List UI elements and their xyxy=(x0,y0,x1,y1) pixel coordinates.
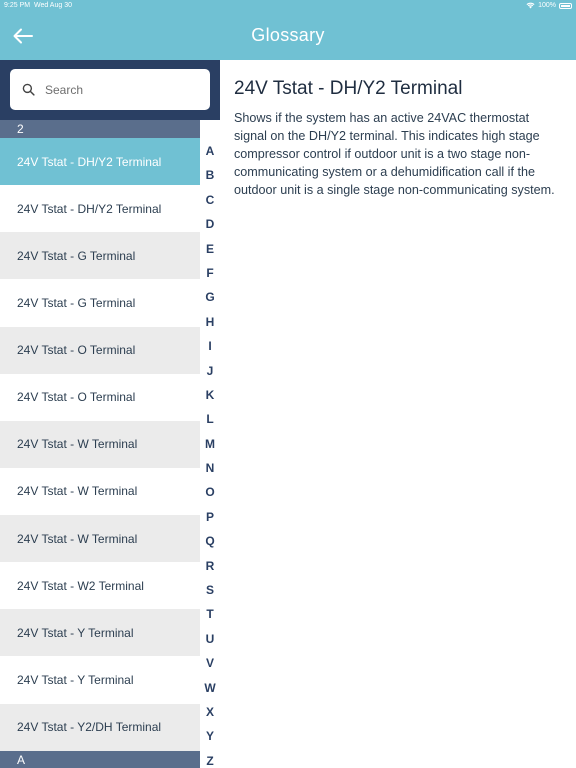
search-bar-container xyxy=(0,60,220,120)
list-item[interactable]: 24V Tstat - W2 Terminal xyxy=(0,562,200,609)
list-item[interactable]: 24V Tstat - Y Terminal xyxy=(0,609,200,656)
glossary-list xyxy=(0,138,200,751)
nav-bar xyxy=(0,12,576,60)
status-date: Wed Aug 30 xyxy=(33,2,72,9)
index-letter-s[interactable]: S xyxy=(205,583,214,598)
list-item[interactable]: 24V Tstat - G Terminal xyxy=(0,279,200,326)
index-letter-m[interactable]: M xyxy=(205,436,215,451)
index-letter-j[interactable]: J xyxy=(206,363,214,378)
section-header-a: A xyxy=(0,751,200,768)
index-letter-o[interactable]: O xyxy=(205,485,215,500)
detail-body: Shows if the system has an active 24VAC thermostat signal on the DH/Y2 terminal. This indicates high stage compressor control if outdoor unit is a two stage non-communicating system or a dehumidification call if the outdoor unit is a single stage non-communicating system. xyxy=(234,111,555,197)
index-letter-v[interactable]: V xyxy=(205,656,214,671)
list-item[interactable]: 24V Tstat - W Terminal xyxy=(0,468,200,515)
detail-pane xyxy=(220,60,576,768)
wifi-icon xyxy=(526,2,535,9)
index-letter-f[interactable]: F xyxy=(206,265,214,280)
battery-icon xyxy=(559,3,572,9)
index-letter-y[interactable]: Y xyxy=(205,729,214,744)
index-letter-g[interactable]: G xyxy=(205,290,215,305)
status-time-date xyxy=(4,2,72,9)
status-right xyxy=(526,2,572,9)
section-header-2: 2 xyxy=(0,120,200,138)
index-letter-l[interactable]: L xyxy=(206,412,214,427)
list-item[interactable]: 24V Tstat - W Terminal xyxy=(0,515,200,562)
index-letter-w[interactable]: W xyxy=(204,680,216,695)
index-letter-b[interactable]: B xyxy=(205,168,215,183)
detail-title: 24V Tstat - DH/Y2 Terminal xyxy=(234,78,463,99)
status-bar xyxy=(0,0,576,12)
list-item[interactable]: 24V Tstat - DH/Y2 Terminal xyxy=(0,185,200,232)
list-item[interactable]: 24V Tstat - O Terminal xyxy=(0,374,200,421)
status-time: 9:25 PM xyxy=(4,2,31,9)
index-letter-k[interactable]: K xyxy=(205,387,215,402)
index-letter-u[interactable]: U xyxy=(205,631,215,646)
glossary-list-pane xyxy=(0,60,220,768)
page-title: Glossary xyxy=(251,25,325,45)
alphabet-index xyxy=(200,138,220,768)
index-letter-q[interactable]: Q xyxy=(205,534,215,549)
battery-percent: 100% xyxy=(538,2,556,9)
list-item[interactable]: 24V Tstat - Y2/DH Terminal xyxy=(0,704,200,751)
list-item[interactable]: 24V Tstat - Y Terminal xyxy=(0,656,200,703)
index-letter-d[interactable]: D xyxy=(205,217,215,232)
search-icon xyxy=(22,83,36,97)
index-letter-r[interactable]: R xyxy=(205,558,215,573)
index-letter-e[interactable]: E xyxy=(205,241,214,256)
list-item-selected[interactable]: 24V Tstat - DH/Y2 Terminal xyxy=(0,138,200,185)
index-letter-h[interactable]: H xyxy=(205,314,215,329)
index-letter-i[interactable]: I xyxy=(208,339,212,354)
index-letter-z[interactable]: Z xyxy=(206,753,214,768)
list-item[interactable]: 24V Tstat - W Terminal xyxy=(0,421,200,468)
list-item[interactable]: 24V Tstat - G Terminal xyxy=(0,232,200,279)
index-letter-c[interactable]: C xyxy=(205,192,215,207)
index-letter-n[interactable]: N xyxy=(205,461,215,476)
search-input[interactable] xyxy=(45,83,195,97)
search-box[interactable] xyxy=(10,69,210,110)
index-letter-p[interactable]: P xyxy=(205,509,214,524)
list-item[interactable]: 24V Tstat - O Terminal xyxy=(0,327,200,374)
index-letter-x[interactable]: X xyxy=(205,704,214,719)
index-letter-t[interactable]: T xyxy=(206,607,214,622)
index-letter-a[interactable]: A xyxy=(205,144,215,158)
